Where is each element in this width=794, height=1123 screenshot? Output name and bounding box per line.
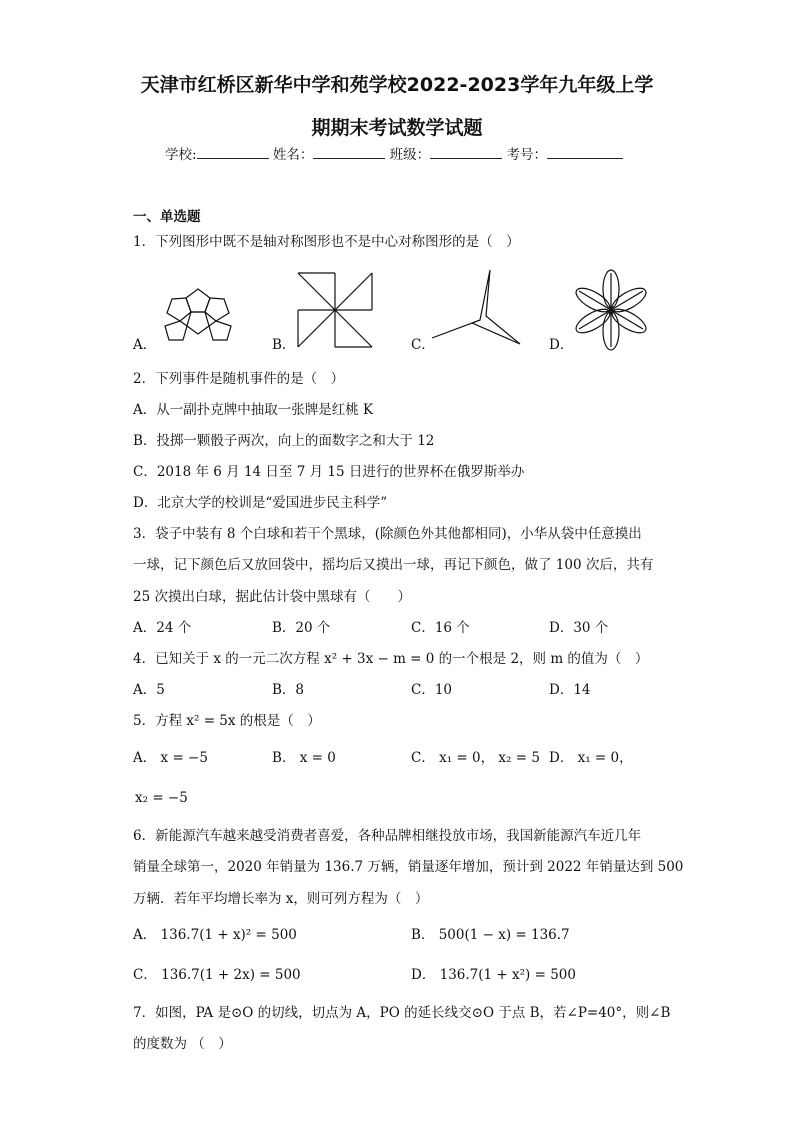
- q7-line-1: 7．如图，PA 是⊙O 的切线，切点为 A，PO 的延长线交⊙O 于点 B，若∠P=40°，则∠B: [133, 1005, 671, 1021]
- q1-option-d: D．: [549, 337, 574, 353]
- q6-line-3: 万辆．若年平均增长率为 x，则可列方程为（ ）: [133, 891, 429, 907]
- q3-line-1: 3．袋子中装有 8 个白球和若干个黑球，(除颜色外其他都相同)，小华从袋中任意摸出: [133, 526, 642, 542]
- q4-option-c: C．10: [411, 682, 453, 698]
- q1-option-c: C．: [411, 337, 435, 353]
- q6-option-a: A． 136.7(1 + x)² = 500: [133, 927, 297, 943]
- q3-option-a: A．24 个: [133, 620, 192, 636]
- q2-option-d: D．北京大学的校训是“爱国进步民主科学”: [133, 495, 388, 511]
- section-heading: 一、单选题: [133, 209, 201, 225]
- school-blank[interactable]: [197, 146, 269, 159]
- q1-stem: 1．下列图形中既不是轴对称图形也不是中心对称图形的是（ ）: [133, 234, 520, 250]
- q2-option-a: A．从一副扑克牌中抽取一张牌是红桃 K: [133, 402, 374, 418]
- q1-option-a: A．: [133, 337, 157, 353]
- q4-option-a: A．5: [133, 682, 165, 698]
- star-figure: [430, 268, 522, 350]
- q3-option-d: D．30 个: [549, 620, 609, 636]
- q5-option-c: C． x₁ = 0， x₂ = 5: [411, 750, 540, 766]
- q7-line-2: 的度数为 （ ）: [133, 1036, 232, 1052]
- q2-option-b: B．投掷一颗骰子两次，向上的面数字之和大于 12: [133, 433, 435, 449]
- number-label: 考号：: [506, 147, 547, 163]
- school-label: 学校:: [165, 147, 197, 163]
- pinwheel-figure: [296, 271, 374, 349]
- q4-option-d: D．14: [549, 682, 591, 698]
- class-blank[interactable]: [430, 146, 502, 159]
- q2-option-c: C．2018 年 6 月 14 日至 7 月 15 日进行的世界杯在俄罗斯举办: [133, 464, 525, 480]
- q5-option-d: D． x₁ = 0，: [549, 750, 633, 766]
- class-label: 班级：: [389, 147, 431, 163]
- q6-line-2: 销量全球第一，2020 年销量为 136.7 万辆，销量逐年增加，预计到 2022 年销量达到 500: [133, 859, 684, 875]
- q6-option-b: B． 500(1 − x) = 136.7: [411, 927, 570, 943]
- student-info: [165, 146, 623, 163]
- q3-line-2: 一球，记下颜色后又放回袋中，摇均后又摸出一球，再记下颜色，做了 100 次后，共有: [133, 557, 654, 573]
- q4-option-b: B．8: [272, 682, 305, 698]
- q4-stem: 4．已知关于 x 的一元二次方程 x² + 3x − m = 0 的一个根是 2，则 m 的值为（ ）: [133, 651, 649, 667]
- name-label: 姓名：: [272, 147, 314, 163]
- q5-stem: 5．方程 x² = 5x 的根是（ ）: [133, 713, 321, 729]
- q5-option-d-cont: x₂ = −5: [135, 790, 188, 806]
- title-line-2: 期期末考试数学试题: [311, 117, 483, 139]
- pentagon-figure: [155, 283, 241, 347]
- title-line-1: 天津市红桥区新华中学和苑学校2022-2023学年九年级上学: [140, 74, 654, 96]
- q3-option-b: B．20 个: [272, 620, 331, 636]
- q6-option-d: D． 136.7(1 + x²) = 500: [411, 967, 576, 983]
- q6-option-c: C． 136.7(1 + 2x) = 500: [133, 967, 301, 983]
- q3-line-3: 25 次摸出白球，据此估计袋中黑球有（ ）: [133, 589, 411, 605]
- q3-option-c: C．16 个: [411, 620, 470, 636]
- q2-stem: 2．下列事件是随机事件的是（ ）: [133, 371, 345, 387]
- q5-option-b: B． x = 0: [272, 750, 336, 766]
- q5-option-a: A． x = −5: [133, 750, 208, 766]
- name-blank[interactable]: [313, 146, 385, 159]
- q6-line-1: 6．新能源汽车越来越受消费者喜爱，各种品牌相继投放市场，我国新能源汽车近几年: [133, 828, 642, 844]
- number-blank[interactable]: [547, 146, 623, 159]
- q1-option-b: B．: [272, 337, 296, 353]
- flower-figure: [571, 269, 651, 351]
